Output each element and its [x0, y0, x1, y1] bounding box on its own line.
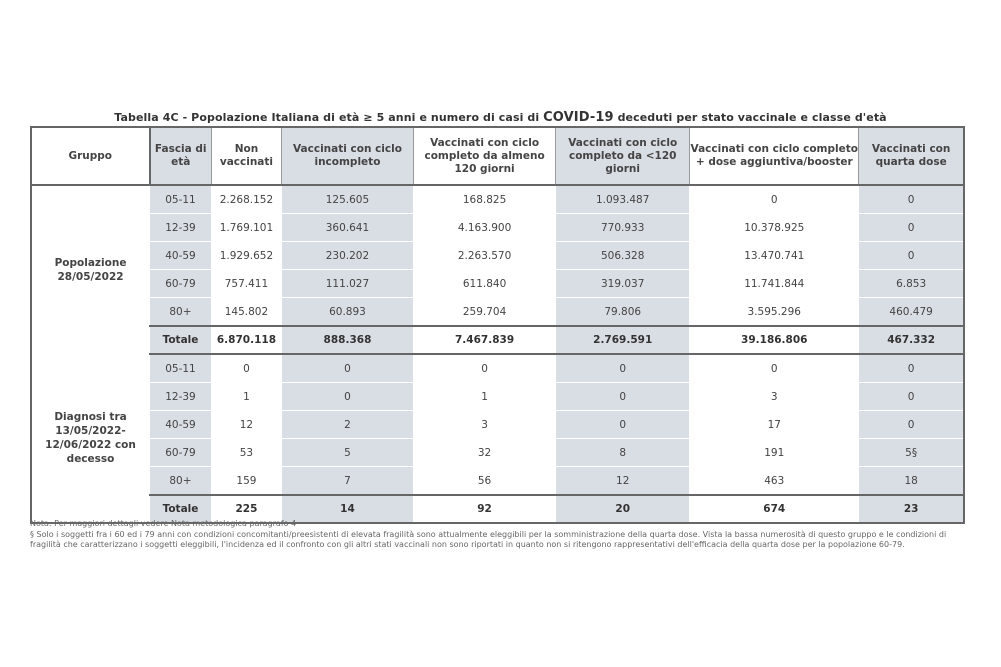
- value-cell: 79.806: [556, 298, 690, 327]
- header-booster: Vaccinati con ciclo completo + dose aggiuntiva/booster: [690, 127, 859, 185]
- value-cell: 0: [859, 354, 964, 383]
- total-cell: 674: [690, 495, 859, 523]
- total-cell: 23: [859, 495, 964, 523]
- data-table: [30, 126, 965, 524]
- value-cell: 3.595.296: [690, 298, 859, 327]
- total-label: Totale: [150, 326, 212, 354]
- value-cell: 1.769.101: [211, 214, 281, 242]
- table-row: [31, 354, 964, 383]
- value-cell: 230.202: [281, 242, 413, 270]
- value-cell: 0: [556, 354, 690, 383]
- header-completo-120: Vaccinati con ciclo completo da almeno 120 giorni: [413, 127, 555, 185]
- header-incompleto: Vaccinati con ciclo incompleto: [281, 127, 413, 185]
- value-cell: 8: [556, 439, 690, 467]
- value-cell: 11.741.844: [690, 270, 859, 298]
- value-cell: 191: [690, 439, 859, 467]
- value-cell: 463: [690, 467, 859, 496]
- age-cell: 60-79: [150, 270, 212, 298]
- total-cell: 39.186.806: [690, 326, 859, 354]
- age-cell: 12-39: [150, 214, 212, 242]
- value-cell: 18: [859, 467, 964, 496]
- value-cell: 0: [281, 354, 413, 383]
- value-cell: 1.093.487: [556, 185, 690, 214]
- table-row: [31, 214, 964, 242]
- header-quarta: Vaccinati con quarta dose: [859, 127, 964, 185]
- table-row: [31, 185, 964, 214]
- value-cell: 2.263.570: [413, 242, 555, 270]
- value-cell: 506.328: [556, 242, 690, 270]
- value-cell: 259.704: [413, 298, 555, 327]
- value-cell: 111.027: [281, 270, 413, 298]
- value-cell: 0: [859, 411, 964, 439]
- value-cell: 1.929.652: [211, 242, 281, 270]
- value-cell: 168.825: [413, 185, 555, 214]
- total-cell: 14: [281, 495, 413, 523]
- title-covid: COVID-19: [543, 110, 614, 125]
- footnote-text: § Solo i soggetti fra i 60 ed i 79 anni con condizioni concomitanti/preesistenti di elevata fragilità sono attualmente eleggibili per la somministrazione della quarta dose. Vista la bassa numerosità di questo gruppo e le condizioni di fragilità che caratterizzano i soggetti eleggibili, l'incidenza ed il confronto con gli altri stati vaccinali non sono riportati in quanto non si ritengono rappresentativi dell'efficacia della quarta dose per la popolazione 60-79.: [30, 530, 947, 549]
- value-cell: 159: [211, 467, 281, 496]
- value-cell: 360.641: [281, 214, 413, 242]
- title-suffix: deceduti per stato vaccinale e classe d'età: [613, 111, 887, 124]
- value-cell: 17: [690, 411, 859, 439]
- value-cell: 2.268.152: [211, 185, 281, 214]
- value-cell: 1: [211, 383, 281, 411]
- age-cell: 12-39: [150, 383, 212, 411]
- total-label: Totale: [150, 495, 212, 523]
- value-cell: 460.479: [859, 298, 964, 327]
- header-completo-lt120: Vaccinati con ciclo completo da <120 giorni: [556, 127, 690, 185]
- value-cell: 0: [859, 214, 964, 242]
- value-cell: 319.037: [556, 270, 690, 298]
- table-row: [31, 439, 964, 467]
- value-cell: 757.411: [211, 270, 281, 298]
- value-cell: 2: [281, 411, 413, 439]
- age-cell: 60-79: [150, 439, 212, 467]
- table-row: [31, 242, 964, 270]
- total-cell: 20: [556, 495, 690, 523]
- age-cell: 40-59: [150, 242, 212, 270]
- age-cell: 80+: [150, 467, 212, 496]
- nota-text: Nota: Per maggiori dettagli vedere Nota metodologica paragrafo 4: [30, 519, 297, 528]
- value-cell: 611.840: [413, 270, 555, 298]
- table-body: [31, 185, 964, 523]
- value-cell: 770.933: [556, 214, 690, 242]
- total-cell: 2.769.591: [556, 326, 690, 354]
- value-cell: 1: [413, 383, 555, 411]
- value-cell: 3: [690, 383, 859, 411]
- value-cell: 4.163.900: [413, 214, 555, 242]
- total-cell: 467.332: [859, 326, 964, 354]
- table-row: [31, 383, 964, 411]
- value-cell: 6.853: [859, 270, 964, 298]
- total-cell: 225: [211, 495, 281, 523]
- value-cell: 0: [859, 383, 964, 411]
- value-cell: 5: [281, 439, 413, 467]
- value-cell: 13.470.741: [690, 242, 859, 270]
- age-cell: 05-11: [150, 354, 212, 383]
- total-cell: 6.870.118: [211, 326, 281, 354]
- header-gruppo: Gruppo: [31, 127, 150, 185]
- value-cell: 10.378.925: [690, 214, 859, 242]
- value-cell: 0: [413, 354, 555, 383]
- table-row: [31, 298, 964, 327]
- value-cell: 5§: [859, 439, 964, 467]
- value-cell: 7: [281, 467, 413, 496]
- value-cell: 125.605: [281, 185, 413, 214]
- age-cell: 80+: [150, 298, 212, 327]
- value-cell: 145.802: [211, 298, 281, 327]
- value-cell: 12: [556, 467, 690, 496]
- value-cell: 32: [413, 439, 555, 467]
- value-cell: 0: [859, 242, 964, 270]
- table-row: [31, 270, 964, 298]
- value-cell: 0: [281, 383, 413, 411]
- header-fascia: Fascia di età: [150, 127, 212, 185]
- total-cell: 92: [413, 495, 555, 523]
- group-label: Diagnosi tra 13/05/2022-12/06/2022 con decesso: [31, 354, 150, 523]
- title-prefix: Tabella 4C - Popolazione Italiana di età ≥ 5 anni e numero di casi di: [114, 111, 544, 124]
- value-cell: 0: [556, 411, 690, 439]
- table-row: [31, 411, 964, 439]
- value-cell: 3: [413, 411, 555, 439]
- value-cell: 0: [211, 354, 281, 383]
- table-row: [31, 467, 964, 496]
- table-title: [30, 110, 971, 125]
- value-cell: 60.893: [281, 298, 413, 327]
- total-cell: 888.368: [281, 326, 413, 354]
- age-cell: 40-59: [150, 411, 212, 439]
- value-cell: 0: [690, 185, 859, 214]
- group-label: Popolazione 28/05/2022: [31, 185, 150, 354]
- value-cell: 0: [556, 383, 690, 411]
- age-cell: 05-11: [150, 185, 212, 214]
- value-cell: 56: [413, 467, 555, 496]
- value-cell: 0: [859, 185, 964, 214]
- value-cell: 0: [690, 354, 859, 383]
- total-cell: 7.467.839: [413, 326, 555, 354]
- value-cell: 12: [211, 411, 281, 439]
- total-row: [31, 326, 964, 354]
- value-cell: 53: [211, 439, 281, 467]
- header-non-vaccinati: Non vaccinati: [211, 127, 281, 185]
